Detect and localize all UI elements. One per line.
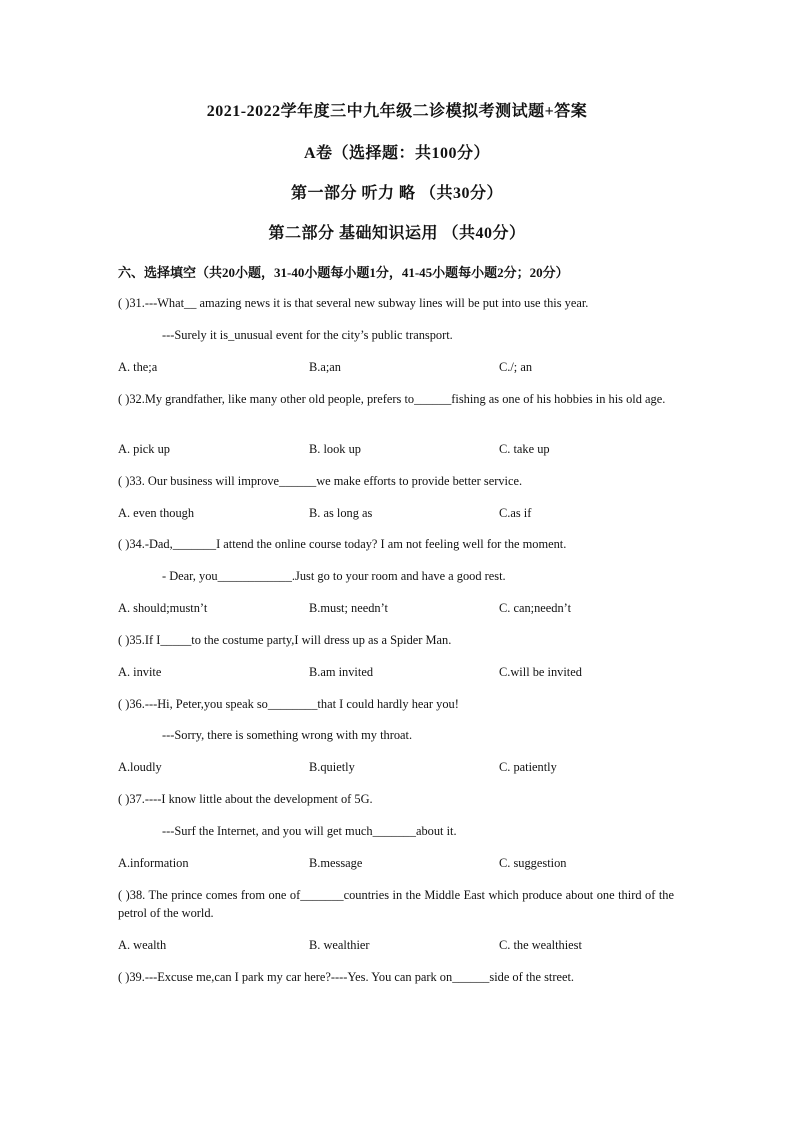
question-33-option-c: C.as if xyxy=(499,506,532,520)
question-35-option-b: B.am invited xyxy=(309,665,374,679)
question-35-option-a: A. invite xyxy=(118,665,162,679)
question-31-option-a: A. the;a xyxy=(118,360,158,374)
question-36-option-a: A.loudly xyxy=(118,760,162,774)
question-34-option-a: A. should;mustn’t xyxy=(118,601,208,615)
question-32-option-c: C. take up xyxy=(499,442,550,456)
question-37: ( )37.----I know little about the development of 5G. xyxy=(118,792,373,806)
question-35-option-c: C.will be invited xyxy=(499,665,582,679)
question-37-reply: ---Surf the Internet, and you will get much_______about it. xyxy=(162,824,457,838)
question-34-option-b: B.must; needn’t xyxy=(309,601,388,615)
question-36-reply: ---Sorry, there is something wrong with my throat. xyxy=(162,728,413,742)
question-33: ( )33. Our business will improve______we make efforts to provide better service. xyxy=(118,474,523,488)
question-38-option-b: B. wealthier xyxy=(309,938,370,952)
question-31-option-b: B.a;an xyxy=(309,360,341,374)
exam-title: 2021-2022学年度三中九年级二诊模拟考测试题+答案 xyxy=(206,103,588,120)
question-37-option-b: B.message xyxy=(309,856,363,870)
part1-heading: 第一部分 听力 略 （共30分） xyxy=(290,185,503,202)
question-33-option-a: A. even though xyxy=(118,506,195,520)
question-39: ( )39.---Excuse me,can I park my car here?----Yes. You can park on______side of the street. xyxy=(118,970,575,984)
question-31: ( )31.---What__ amazing news it is that several new subway lines will be put into use this year. xyxy=(118,296,589,310)
question-34-reply: - Dear, you____________.Just go to your room and have a good rest. xyxy=(162,569,506,583)
question-34-option-c: C. can;needn’t xyxy=(499,601,572,615)
question-32-option-a: A. pick up xyxy=(118,442,170,456)
volume-heading: A卷（选择题：共100分） xyxy=(303,145,491,162)
question-36-option-b: B.quietly xyxy=(309,760,355,774)
question-32-option-b: B. look up xyxy=(309,442,361,456)
question-31-option-c: C./; an xyxy=(499,360,533,374)
question-36: ( )36.---Hi, Peter,you speak so________that I could hardly hear you! xyxy=(118,697,459,711)
question-35: ( )35.If I_____to the costume party,I will dress up as a Spider Man. xyxy=(118,633,452,647)
part2-heading: 第二部分 基础知识运用 （共40分） xyxy=(268,225,526,242)
question-34: ( )34.-Dad,_______I attend the online course today? I am not feeling well for the moment. xyxy=(118,537,567,551)
question-31-reply: ---Surely it is_unusual event for the city’s public transport. xyxy=(162,328,453,342)
section-title: 六、选择填空（共20小题，31-40小题每小题1分，41-45小题每小题2分；20分） xyxy=(118,265,569,280)
question-38-option-c: C. the wealthiest xyxy=(499,938,582,952)
question-37-option-c: C. suggestion xyxy=(499,856,567,870)
question-38: ( )38. The prince comes from one of_______countries in the Middle East which produce about one third of the petrol of the world. xyxy=(118,888,674,920)
question-32: ( )32.My grandfather, like many other old people, prefers to______fishing as one of his hobbies in his old age. xyxy=(118,392,666,406)
question-38-option-a: A. wealth xyxy=(118,938,167,952)
question-36-option-c: C. patiently xyxy=(499,760,557,774)
question-33-option-b: B. as long as xyxy=(309,506,373,520)
question-37-option-a: A.information xyxy=(118,856,189,870)
